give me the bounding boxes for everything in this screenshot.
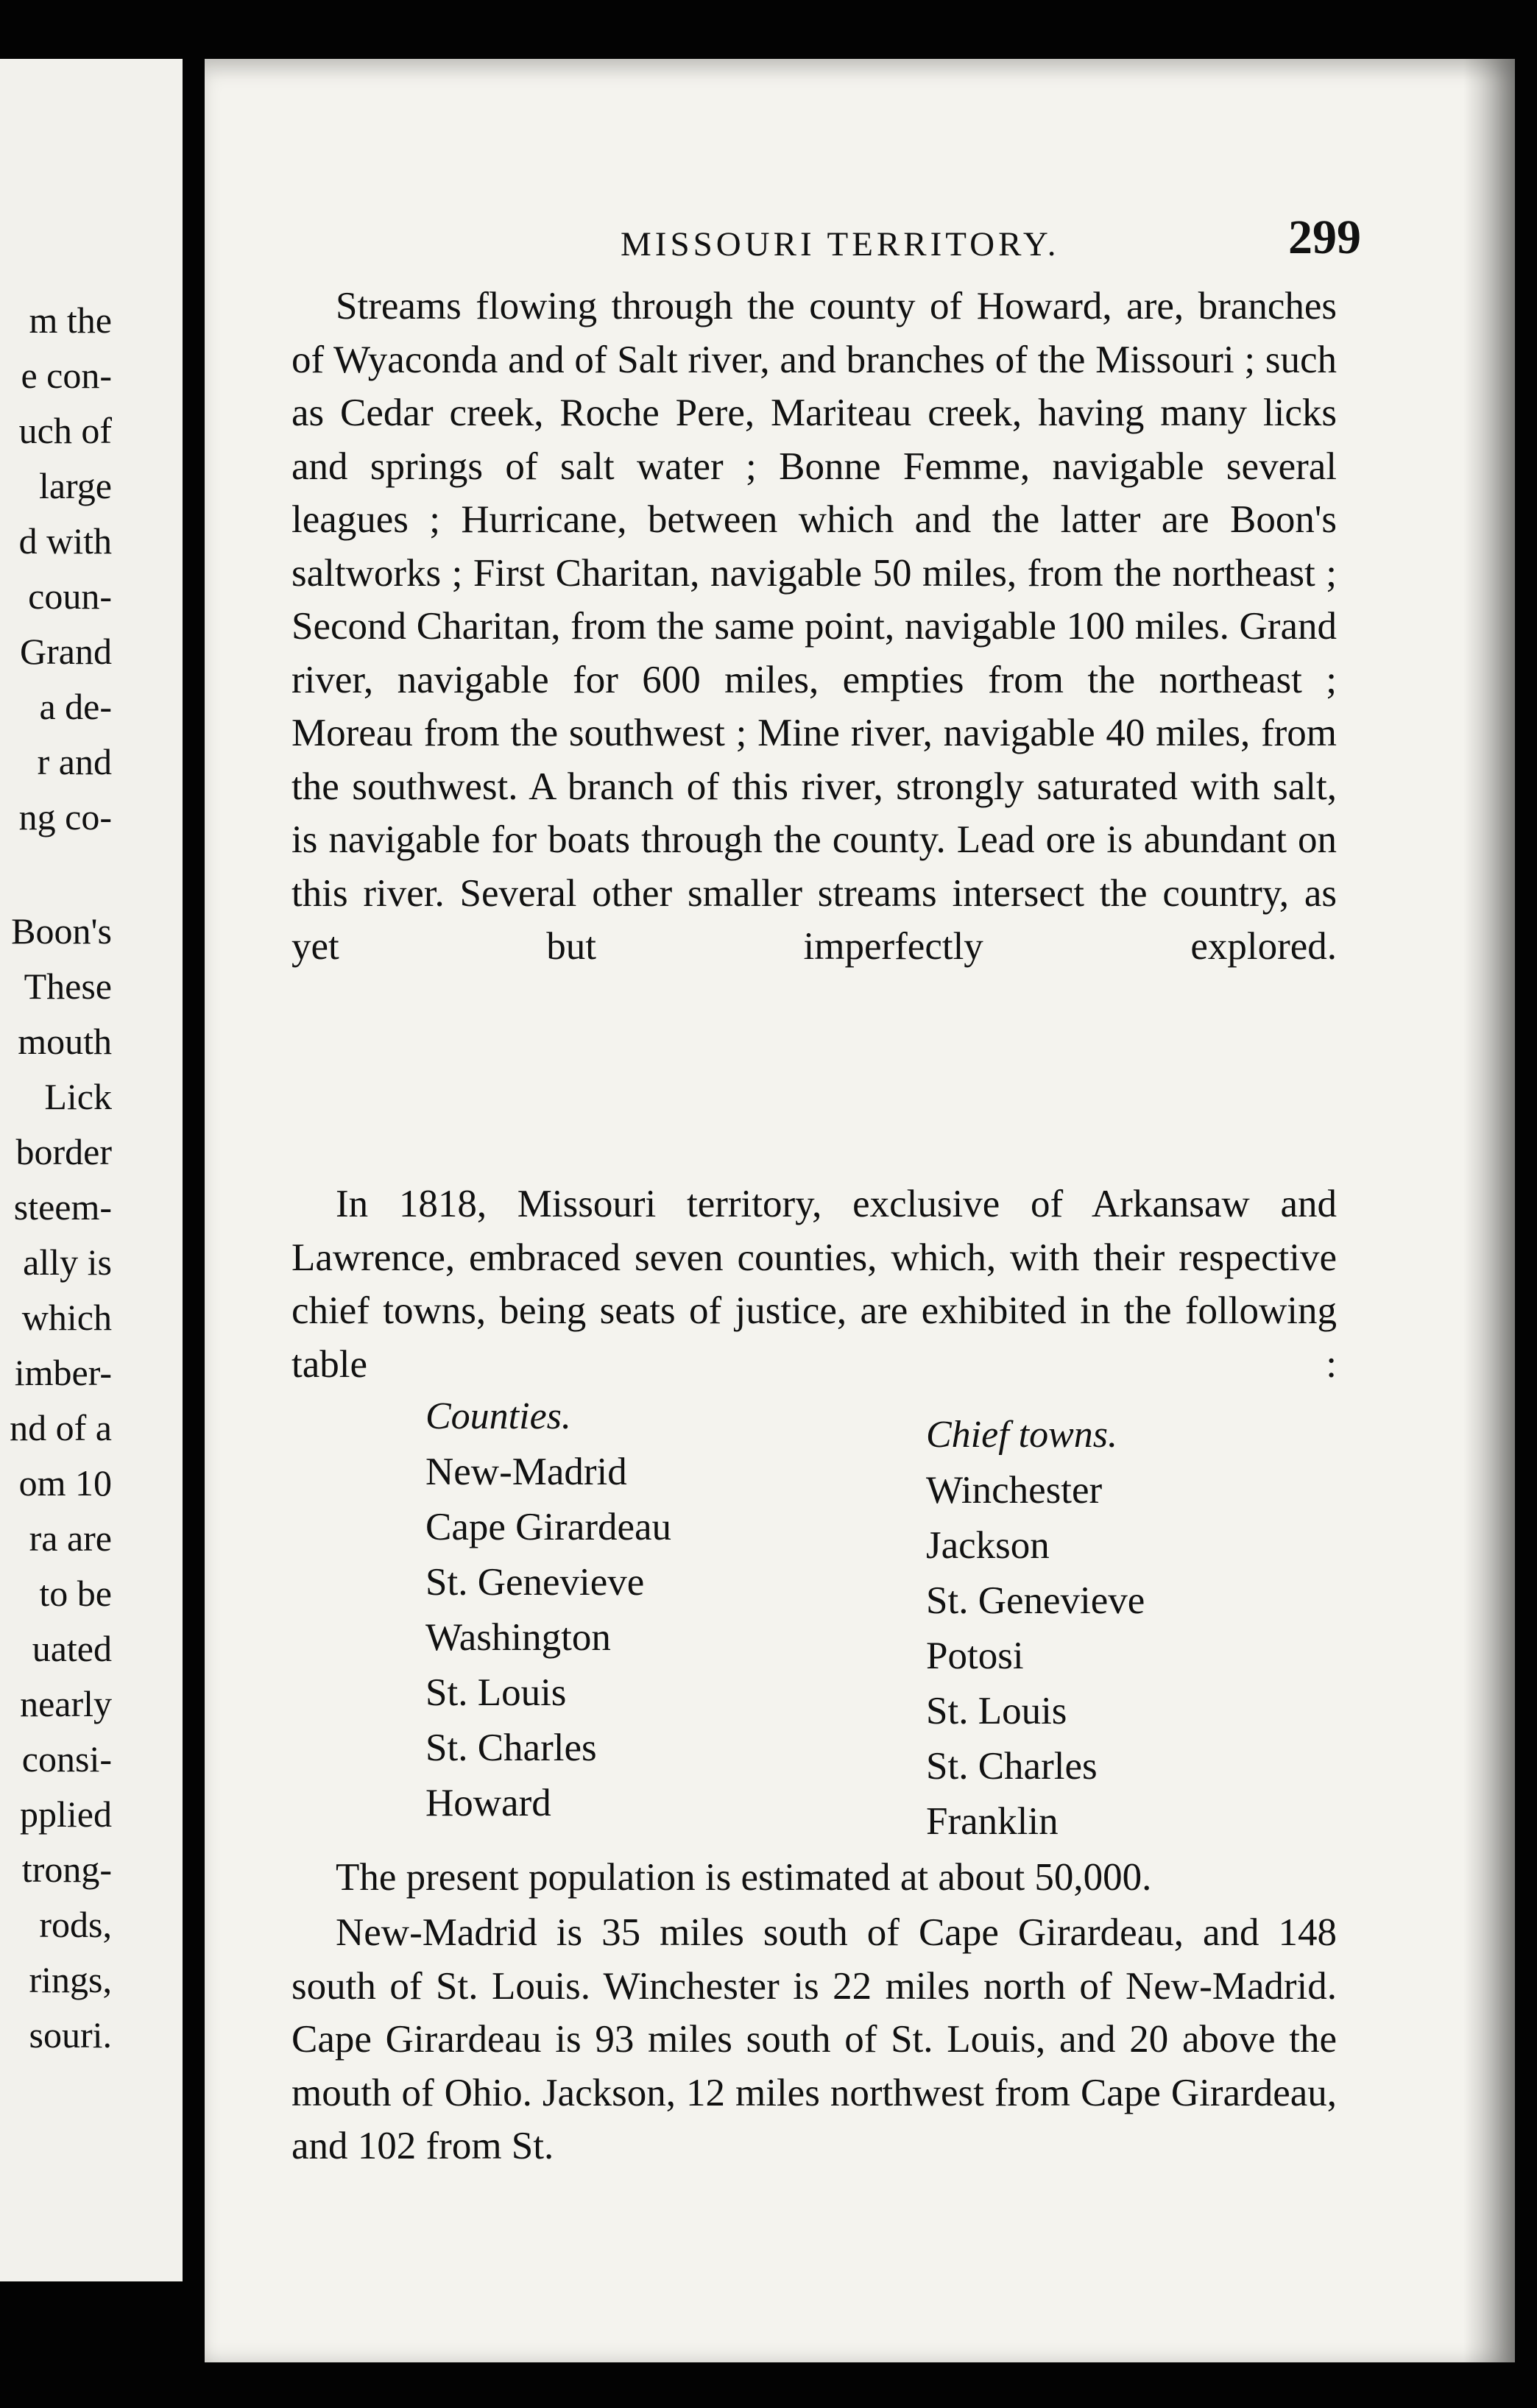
left-page-line: nd of a (10, 1407, 112, 1448)
paragraph-distances: New-Madrid is 35 miles south of Cape Girardeau, and 148 south of St. Louis. Winchester is 22 miles north of New-Madrid. Cape Girardeau is 93 miles south of St. Louis, and 20 above the mouth of Ohio. Jackson, 12 miles northwest from Cape Girardeau, and 102 from St. (292, 1911, 1337, 2167)
table-town: St. Genevieve (926, 1579, 1145, 1622)
left-page-line: uch of (18, 410, 112, 451)
left-page-line: coun- (28, 576, 112, 617)
left-page-line: nearly (20, 1683, 112, 1724)
table-header-counties: Counties. (425, 1395, 571, 1437)
left-page-line: ra are (29, 1518, 112, 1559)
left-page-line: om 10 (18, 1462, 112, 1504)
table-county: Cape Girardeau (425, 1506, 672, 1548)
running-header: MISSOURI TERRITORY. (621, 225, 1060, 263)
left-page-line: ng co- (18, 796, 112, 838)
table-header-chief-towns: Chief towns. (926, 1414, 1118, 1456)
left-page-line: steem- (13, 1186, 112, 1228)
left-page-line: border (15, 1131, 112, 1172)
left-page-line: souri. (29, 2014, 112, 2055)
left-page-line: large (38, 465, 112, 506)
left-page-fragment (0, 59, 183, 2281)
left-page-line: Lick (44, 1076, 112, 1117)
table-town: Franklin (926, 1800, 1059, 1843)
left-page-line: e con- (21, 355, 112, 396)
left-page-line: to be (39, 1573, 112, 1614)
left-page-line: These (24, 966, 112, 1007)
left-page-line: Boon's (11, 910, 112, 952)
page-number: 299 (1288, 210, 1361, 264)
left-page-line: imber- (14, 1352, 112, 1393)
left-page-line: ally is (23, 1242, 112, 1283)
left-page-line: rings, (29, 1959, 112, 2000)
left-page-line: d with (18, 520, 112, 562)
table-town: Winchester (926, 1469, 1103, 1512)
left-page-line: trong- (21, 1849, 112, 1890)
left-page-line: which (21, 1297, 112, 1338)
table-town: St. Charles (926, 1745, 1098, 1788)
table-county: St. Charles (425, 1727, 597, 1769)
table-county: New-Madrid (425, 1451, 627, 1493)
left-page-line: r and (37, 741, 112, 782)
left-page-line: consi- (21, 1738, 112, 1780)
table-town: Potosi (926, 1635, 1024, 1677)
left-page-line: mouth (18, 1021, 112, 1062)
left-page-line: rods, (39, 1904, 112, 1945)
table-county: St. Genevieve (425, 1561, 645, 1604)
table-county: St. Louis (425, 1671, 567, 1714)
paragraph-population: The present population is estimated at about 50,000. (336, 1856, 1152, 1899)
table-county: Howard (425, 1782, 551, 1824)
table-town: St. Louis (926, 1690, 1067, 1732)
left-page-line: uated (32, 1628, 112, 1669)
paragraph-counties-intro: In 1818, Missouri territory, exclusive of Arkansaw and Lawrence, embraced seven counties, which, with their respective chief towns, being seats of justice, are exhibited in the following table : (292, 1183, 1337, 1386)
left-page-line: pplied (20, 1793, 112, 1835)
table-town: Jackson (926, 1524, 1050, 1567)
paragraph-streams: Streams flowing through the county of Howard, are, branches of Wyaconda and of Salt river, and branches of the Missouri ; such as Cedar creek, Roche Pere, Mariteau creek, having many licks and springs of salt water ; Bonne Femme, navigable several leagues ; Hurricane, between which and the latter are Boon's saltworks ; First Charitan, navigable 50 miles, from the northeast ; Second Charitan, from the same point, navigable 100 miles. Grand river, navigable for 600 miles, empties from the northeast ; Moreau from the southwest ; Mine river, navigable 40 miles, from the southwest. A branch of this river, strongly saturated with salt, is navigable for boats through the county. Lead ore is abundant on this river. Several other smaller streams intersect the country, as yet but imperfectly explored. (292, 285, 1337, 968)
left-page-line: m the (29, 300, 112, 341)
left-page-line: a de- (39, 686, 112, 727)
book-page (205, 59, 1515, 2362)
table-county: Washington (425, 1616, 611, 1659)
left-page-line: Grand (20, 631, 112, 672)
